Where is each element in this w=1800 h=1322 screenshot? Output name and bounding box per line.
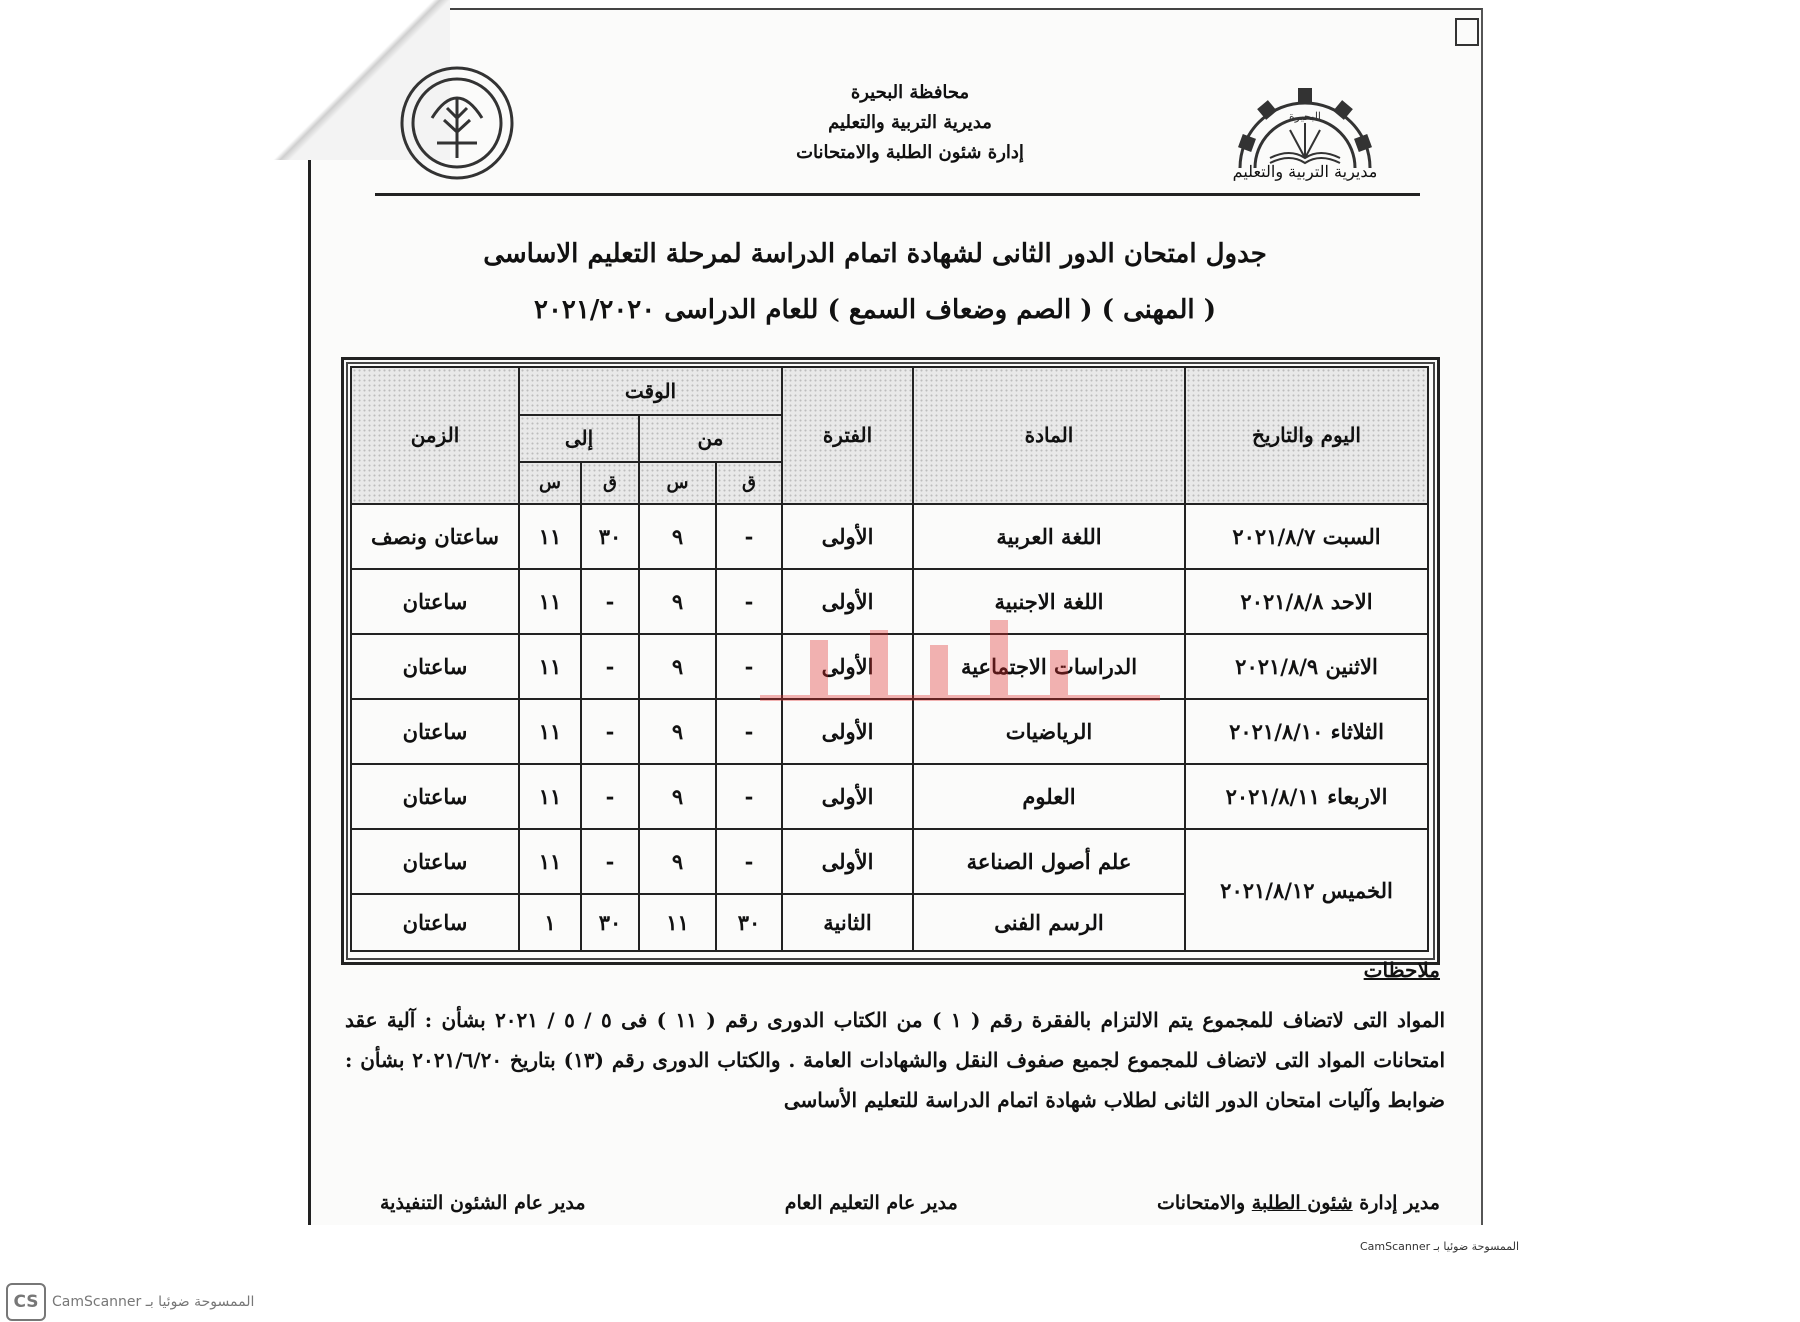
row-to-hour: ١١ xyxy=(519,634,581,699)
header-time: الوقت xyxy=(519,367,782,415)
signature-general-education-director: مدير عام التعليم العام xyxy=(784,1192,958,1214)
header-to-minute: ق xyxy=(581,462,639,504)
document-title xyxy=(440,226,1310,338)
header-to: إلى xyxy=(519,415,639,461)
row-period: الأولى xyxy=(782,569,913,634)
row-date: الاربعاء ٢٠٢١/٨/١١ xyxy=(1185,764,1428,829)
row-date: الخميس ٢٠٢١/٨/١٢ xyxy=(1185,829,1428,951)
row-subject: الدراسات الاجتماعية xyxy=(913,634,1185,699)
row-to-hour: ١١ xyxy=(519,829,581,894)
row-from-minute: - xyxy=(716,569,782,634)
row-period: الأولى xyxy=(782,764,913,829)
row-to-minute: - xyxy=(581,634,639,699)
governorate-line: محافظة البحيرة xyxy=(850,82,970,103)
table-row xyxy=(351,764,1428,829)
governorate-emblem xyxy=(392,58,522,188)
svg-text:البحيرة: البحيرة xyxy=(1289,110,1321,123)
signature-student-affairs-director: مدير إدارة شئون الطلبة والامتحانات xyxy=(1156,1192,1440,1214)
row-duration: ساعتان xyxy=(351,829,519,894)
directorate-line: مديرية التربية والتعليم xyxy=(828,112,992,133)
row-from-minute: - xyxy=(716,764,782,829)
row-from-hour: ٩ xyxy=(639,569,716,634)
row-date: الاحد ٢٠٢١/٨/٨ xyxy=(1185,569,1428,634)
header-from-hour: س xyxy=(639,462,716,504)
row-to-hour: ١١ xyxy=(519,764,581,829)
camscanner-icon: CS xyxy=(6,1283,46,1321)
row-date: الثلاثاء ٢٠٢١/٨/١٠ xyxy=(1185,699,1428,764)
header-duration: الزمن xyxy=(351,367,519,504)
row-date: الاثنين ٢٠٢١/٨/٩ xyxy=(1185,634,1428,699)
row-to-hour: ١١ xyxy=(519,504,581,569)
row-from-minute: - xyxy=(716,634,782,699)
corner-mark xyxy=(1455,18,1479,46)
row-from-minute: - xyxy=(716,699,782,764)
title-line-2: ( المهنى ) ( الصم وضعاف السمع ) للعام الدراسى ٢٠٢١/٢٠٢٠ xyxy=(534,295,1216,325)
title-line-1: جدول امتحان الدور الثانى لشهادة اتمام الدراسة لمرحلة التعليم الاساسى xyxy=(483,239,1267,269)
row-from-hour: ١١ xyxy=(639,894,716,951)
row-subject: اللغة العربية xyxy=(913,504,1185,569)
row-duration: ساعتان xyxy=(351,699,519,764)
notes-body: المواد التى لاتضاف للمجموع يتم الالتزام بالفقرة رقم ( ١ ) من الكتاب الدورى رقم ( ١١ ) فى ٥ / ٥ / ٢٠٢١ بشأن : آلية عقد امتحانات المواد التى لاتضاف للمجموع لجميع صفوف النقل والشهادات العامة . والكتاب الدورى رقم (١٣) بتاريخ ٢٠٢١/٦/٢٠ بشأن : ضوابط وآليات امتحان الدور الثانى لطلاب شهادة اتمام الدراسة للتعليم الأساسى xyxy=(345,1008,1446,1112)
row-to-minute: - xyxy=(581,829,639,894)
header-divider xyxy=(375,193,1420,196)
header-subject: المادة xyxy=(913,367,1185,504)
row-from-hour: ٩ xyxy=(639,634,716,699)
row-period: الأولى xyxy=(782,699,913,764)
signature-row xyxy=(380,1192,1440,1214)
watermark-logo xyxy=(750,600,1170,730)
row-period: الأولى xyxy=(782,504,913,569)
department-line: إدارة شئون الطلبة والامتحانات xyxy=(796,142,1024,163)
header-from: من xyxy=(639,415,782,461)
issuing-authority xyxy=(760,78,1060,168)
row-to-minute: - xyxy=(581,764,639,829)
scanner-inline-note: الممسوحة ضوئيا بـ CamScanner xyxy=(1360,1240,1520,1253)
row-from-hour: ٩ xyxy=(639,699,716,764)
row-to-minute: - xyxy=(581,569,639,634)
row-from-minute: ٣٠ xyxy=(716,894,782,951)
row-subject: علم أصول الصناعة xyxy=(913,829,1185,894)
table-row xyxy=(351,829,1428,894)
row-from-hour: ٩ xyxy=(639,829,716,894)
row-duration: ساعتان xyxy=(351,764,519,829)
row-from-minute: - xyxy=(716,504,782,569)
table-row xyxy=(351,504,1428,569)
camscanner-label: الممسوحة ضوئيا بـ CamScanner xyxy=(52,1294,255,1310)
row-period: الأولى xyxy=(782,634,913,699)
row-duration: ساعتان xyxy=(351,569,519,634)
header-to-hour: س xyxy=(519,462,581,504)
camscanner-badge xyxy=(6,1283,254,1321)
row-duration: ساعتان ونصف xyxy=(351,504,519,569)
row-period: الثانية xyxy=(782,894,913,951)
header-day-date: اليوم والتاريخ xyxy=(1185,367,1428,504)
notes-heading: ملاحظات xyxy=(1363,958,1440,982)
row-subject: اللغة الاجنبية xyxy=(913,569,1185,634)
row-period: الأولى xyxy=(782,829,913,894)
row-from-minute: - xyxy=(716,829,782,894)
row-duration: ساعتان xyxy=(351,634,519,699)
row-subject: العلوم xyxy=(913,764,1185,829)
row-date: السبت ٢٠٢١/٨/٧ xyxy=(1185,504,1428,569)
header-period: الفترة xyxy=(782,367,913,504)
row-subject: الرياضيات xyxy=(913,699,1185,764)
row-duration: ساعتان xyxy=(351,894,519,951)
header-from-minute: ق xyxy=(716,462,782,504)
row-to-minute: ٣٠ xyxy=(581,504,639,569)
row-to-minute: ٣٠ xyxy=(581,894,639,951)
logo-caption: مديرية التربية والتعليم xyxy=(1232,162,1378,181)
row-subject: الرسم الفنى xyxy=(913,894,1185,951)
row-to-hour: ١ xyxy=(519,894,581,951)
row-from-hour: ٩ xyxy=(639,764,716,829)
row-to-hour: ١١ xyxy=(519,569,581,634)
signature-executive-affairs-director: مدير عام الشئون التنفيذية xyxy=(380,1192,586,1214)
row-to-minute: - xyxy=(581,699,639,764)
row-to-hour: ١١ xyxy=(519,699,581,764)
row-from-hour: ٩ xyxy=(639,504,716,569)
